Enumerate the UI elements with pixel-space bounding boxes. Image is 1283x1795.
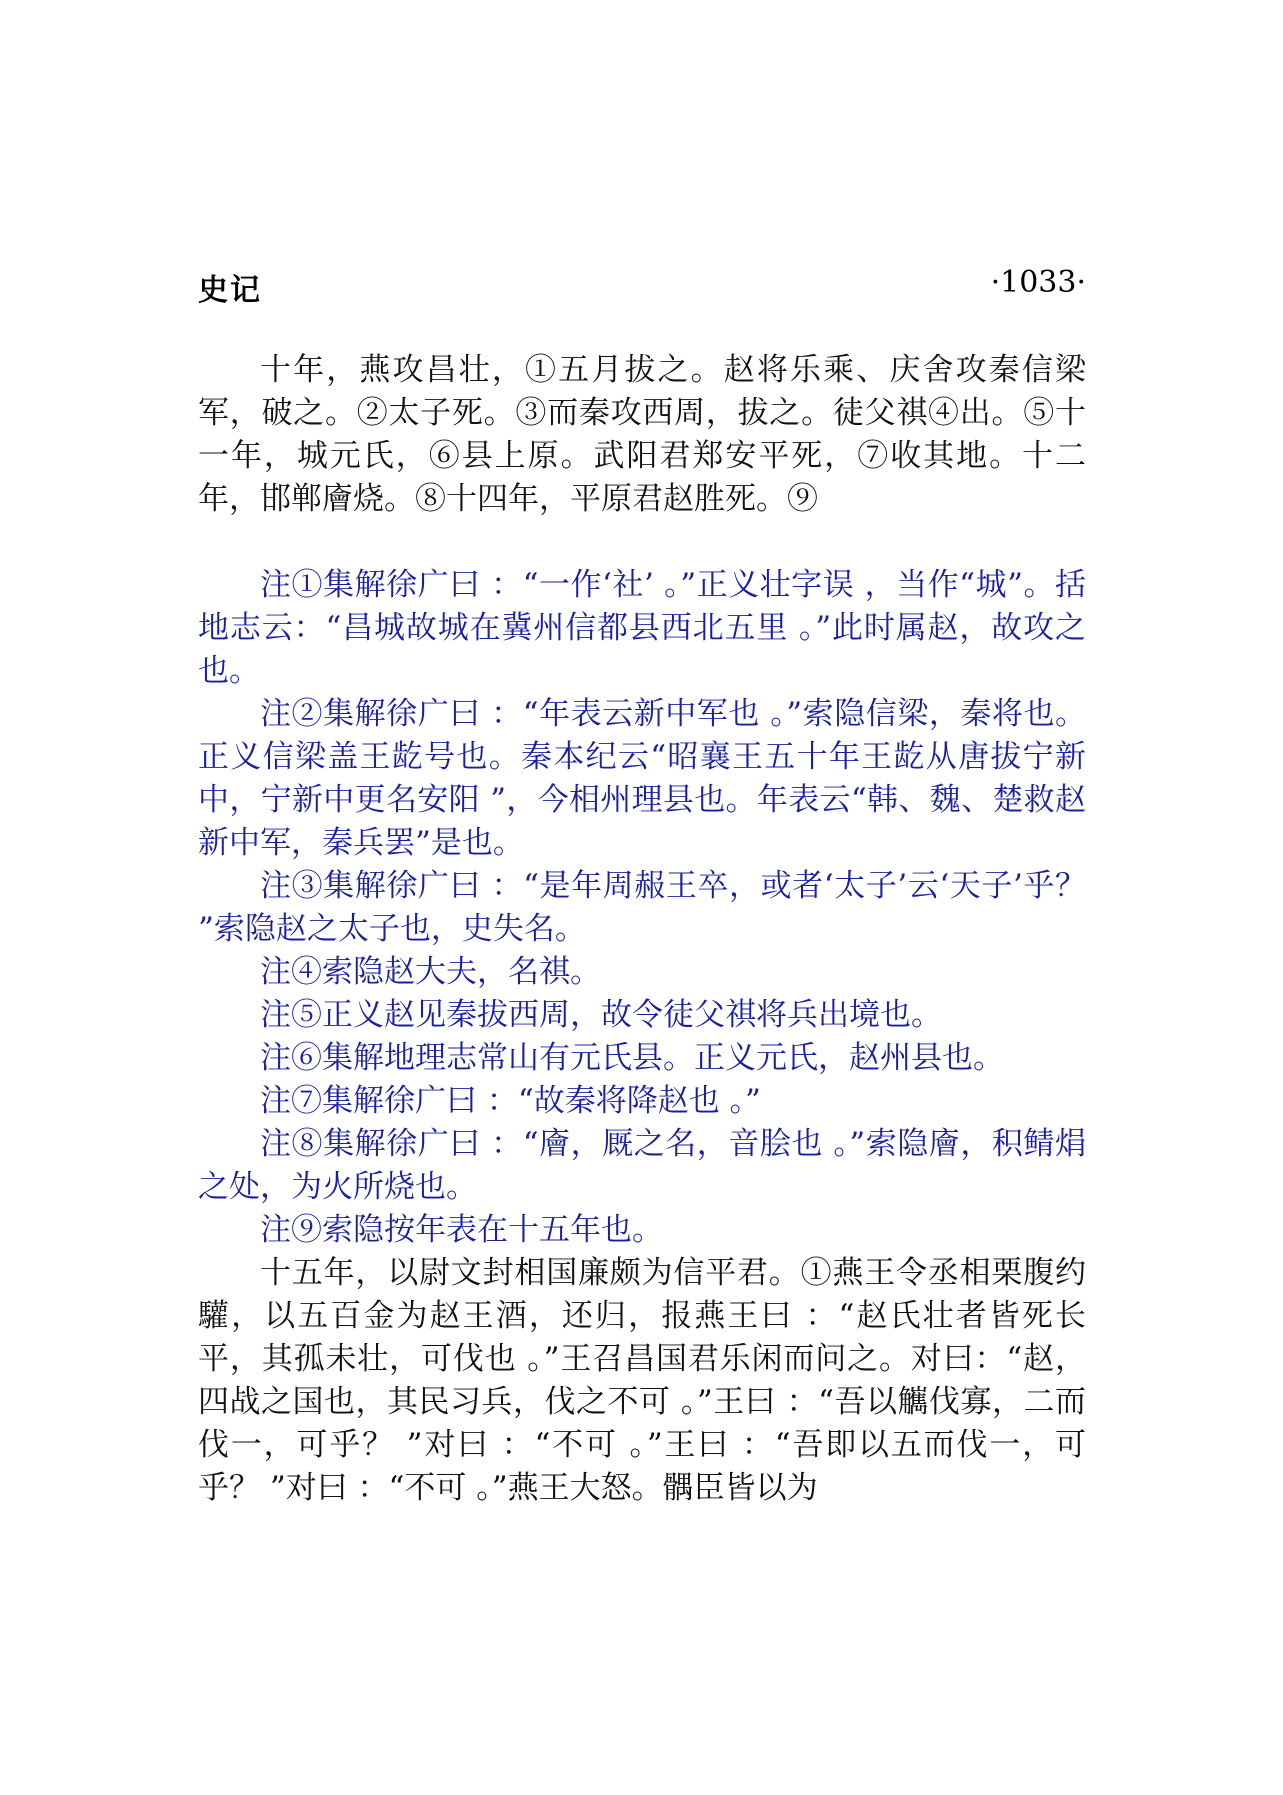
annotation-note-6: 注⑥集解地理志常山有元氏县。正义元氏，赵州县也。 <box>260 1040 1004 1076</box>
annotation-note-7: 注⑦集解徐广曰 ：“故秦将降赵也 。” <box>260 1083 761 1119</box>
annotation-note-5: 注⑤正义赵见秦拔西周，故令徒父祺将兵出境也。 <box>260 997 942 1033</box>
paragraph-gap <box>198 521 1086 564</box>
main-text-paragraph-2: 十五年，以尉文封相国廉颇为信平君。①燕王令丞相栗腹约驩，以五百金为赵王酒，还归，报燕王曰 ：“赵氏壮者皆死长平，其孤未壮，可伐也 。”王召昌国君乐闲而问之。对曰：“赵，四战之国也，其民习兵，伐之不可 。”王曰 ：“吾以觽伐寡，二而伐一，可乎？ ”对曰 ：“不可 。”王曰 ：“吾即以五而伐一，可乎？ ”对曰 ：“不可 。”燕王大怒。髃臣皆以为 <box>198 1255 1086 1506</box>
book-title: 史记 <box>198 273 262 308</box>
document-page <box>198 265 1086 1510</box>
annotation-note-3: 注③集解徐广曰 ：“是年周赧王卒，或者‘太子’云‘天子’乎？ ”索隐赵之太子也，史失名。 <box>198 868 1086 947</box>
annotation-note-9: 注⑨索隐按年表在十五年也。 <box>260 1212 663 1248</box>
annotation-note-8: 注⑧集解徐广曰 ：“廥，厩之名，音脍也 。”索隐廥，积鲭焆之处，为火所烧也。 <box>198 1126 1086 1205</box>
main-text-paragraph: 十年，燕攻昌壮，①五月拔之。赵将乐乘、庆舍攻秦信梁军，破之。②太子死。③而秦攻西周，拔之。徒父祺④出。⑤十一年，城元氏，⑥县上原。武阳君郑安平死，⑦收其地。十二年，邯郸廥烧。⑧十四年，平原君赵胜死。⑨ <box>198 352 1086 517</box>
annotation-note-2: 注②集解徐广曰 ：“年表云新中军也 。”索隐信梁，秦将也。正义信梁盖王龁号也。秦本纪云“昭襄王五十年王龁从唐拔宁新中，宁新中更名安阳 ”，今相州理县也。年表云“韩、魏、楚救赵新中军，秦兵罢”是也。 <box>198 696 1086 861</box>
annotation-note-1: 注①集解徐广曰 ：“一作‘社’ 。”正义壮字误 ，当作“城”。括地志云：“昌城故城在冀州信都县西北五里 。”此时属赵，故攻之也。 <box>198 567 1086 689</box>
page-number: ·1033· <box>990 265 1086 300</box>
page-header <box>198 265 1086 308</box>
annotation-note-4: 注④索隐赵大夫，名祺。 <box>260 954 601 990</box>
